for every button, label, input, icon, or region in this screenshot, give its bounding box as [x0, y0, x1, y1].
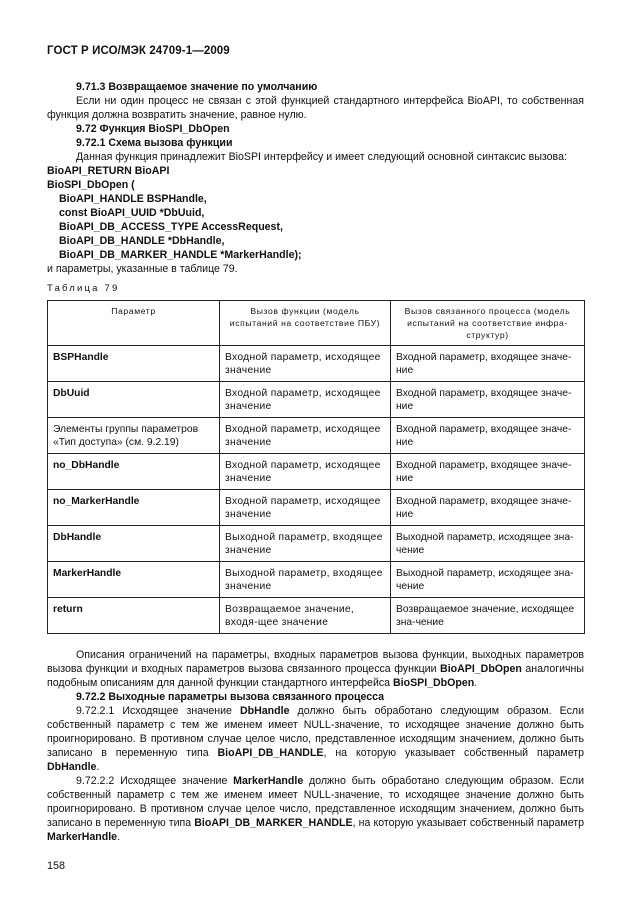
- code-line: BioAPI_HANDLE BSPHandle,: [59, 193, 207, 205]
- table-cell: Входной параметр, входящее значе-ние: [391, 418, 585, 454]
- table-cell: Входной параметр, исходящее значение: [220, 454, 391, 490]
- table-cell: return: [48, 598, 220, 634]
- table-cell: Возвращаемое значение, исходящее зна-чение: [391, 598, 585, 634]
- heading-9-71-3: 9.71.3 Возвращаемое значение по умолчанию: [76, 81, 318, 93]
- table-cell: DbHandle: [48, 526, 220, 562]
- table-cell: DbUuid: [48, 382, 220, 418]
- paragraph-9-72-2-2: 9.72.2.2 Исходящее значение MarkerHandle должно быть обработано следующим образом. Если собственный параметр с тем же именем имеет NULL-значение, то исходящее значение должно быть проигнорировано. В противном случае целое число, представленное исходящим значением, должно быть записано в переменную типа BioAPI_DB_MARKER_HANDLE, на которую указывает собственный параметр MarkerHandle.: [47, 775, 584, 843]
- table-row: [48, 454, 585, 490]
- table-cell: Входной параметр, входящее значе-ние: [391, 454, 585, 490]
- table-row: [48, 382, 585, 418]
- table-cell: Входной параметр, исходящее значение: [220, 382, 391, 418]
- table-cell: BSPHandle: [48, 346, 220, 382]
- table-row: [48, 346, 585, 382]
- heading-9-72: 9.72 Функция BioSPI_DbOpen: [76, 123, 230, 135]
- heading-9-72-2: 9.72.2 Выходные параметры вызова связанного процесса: [76, 691, 385, 703]
- heading-9-72-1: 9.72.1 Схема вызова функции: [76, 137, 233, 149]
- code-block: [47, 164, 584, 262]
- table-cell: Возвращаемое значение, входя-щее значение: [220, 598, 391, 634]
- paragraph-constraints: Описания ограничений на параметры, входных параметров вызова функции, выходных параметров вызова функции и входных параметров вызова связанного процесса функции BioAPI_DbOpen аналогичны подобным описаниям для данной функции стандартного интерфейса BioSPI_DbOpen.: [47, 649, 584, 689]
- table-cell: Выходной параметр, исходящее зна-чение: [391, 526, 585, 562]
- paragraph-9-72-1: Данная функция принадлежит BioSPI интерфейсу и имеет следующий основной синтаксис вызова:: [76, 151, 567, 163]
- table-cell: Элементы группы параметров «Тип доступа» (см. 9.2.19): [48, 418, 220, 454]
- table-row: [48, 526, 585, 562]
- table-header-cell: Вызов связанного процесса (модель испытаний на соответствие инфра-структур): [391, 301, 585, 346]
- after-code-text: и параметры, указанные в таблице 79.: [47, 263, 238, 275]
- paragraph-9-72-2-1: 9.72.2.1 Исходящее значение DbHandle должно быть обработано следующим образом. Если собственный параметр с тем же именем имеет NULL-значение, то исходящее значение должно быть проигнорировано. В противном случае целое число, представленное исходящим значением, должно быть записано в переменную типа BioAPI_DB_HANDLE, на которую указывает собственный параметр DbHandle.: [47, 705, 584, 773]
- table-cell: no_MarkerHandle: [48, 490, 220, 526]
- parameters-table: [47, 300, 585, 634]
- code-line: BioAPI_RETURN BioAPI: [47, 165, 170, 177]
- table-cell: MarkerHandle: [48, 562, 220, 598]
- table-cell: no_DbHandle: [48, 454, 220, 490]
- table-cell: Входной параметр, исходящее значение: [220, 346, 391, 382]
- table-cell: Входной параметр, входящее значе-ние: [391, 346, 585, 382]
- page-content: [47, 80, 584, 844]
- table-header-row: [48, 301, 585, 346]
- table-row: [48, 418, 585, 454]
- table-cell: Выходной параметр, входящее значение: [220, 562, 391, 598]
- table-cell: Входной параметр, входящее значе-ние: [391, 382, 585, 418]
- table-cell: Входной параметр, входящее значе-ние: [391, 490, 585, 526]
- paragraph-9-71-3: Если ни один процесс не связан с этой функцией стандартного интерфейса BioAPI, то собственная функция должна возвратить значение, равное нулю.: [47, 95, 584, 121]
- table-cell: Выходной параметр, входящее значение: [220, 526, 391, 562]
- table-row: [48, 490, 585, 526]
- code-line: BioAPI_DB_MARKER_HANDLE *MarkerHandle);: [59, 249, 302, 261]
- table-caption: Таблица 79: [47, 283, 120, 294]
- table-row: [48, 562, 585, 598]
- table-row: [48, 598, 585, 634]
- document-header: ГОСТ Р ИСО/МЭК 24709-1—2009: [47, 45, 230, 57]
- code-line: const BioAPI_UUID *DbUuid,: [59, 207, 205, 219]
- table-header-cell: Параметр: [48, 301, 220, 346]
- table-cell: Входной параметр, исходящее значение: [220, 490, 391, 526]
- code-line: BioSPI_DbOpen (: [47, 179, 135, 191]
- page-number: 158: [47, 860, 66, 872]
- table-cell: Входной параметр, исходящее значение: [220, 418, 391, 454]
- code-line: BioAPI_DB_HANDLE *DbHandle,: [59, 235, 225, 247]
- table-header-cell: Вызов функции (модель испытаний на соответствие ПБУ): [220, 301, 391, 346]
- code-line: BioAPI_DB_ACCESS_TYPE AccessRequest,: [59, 221, 283, 233]
- table-cell: Выходной параметр, исходящее зна-чение: [391, 562, 585, 598]
